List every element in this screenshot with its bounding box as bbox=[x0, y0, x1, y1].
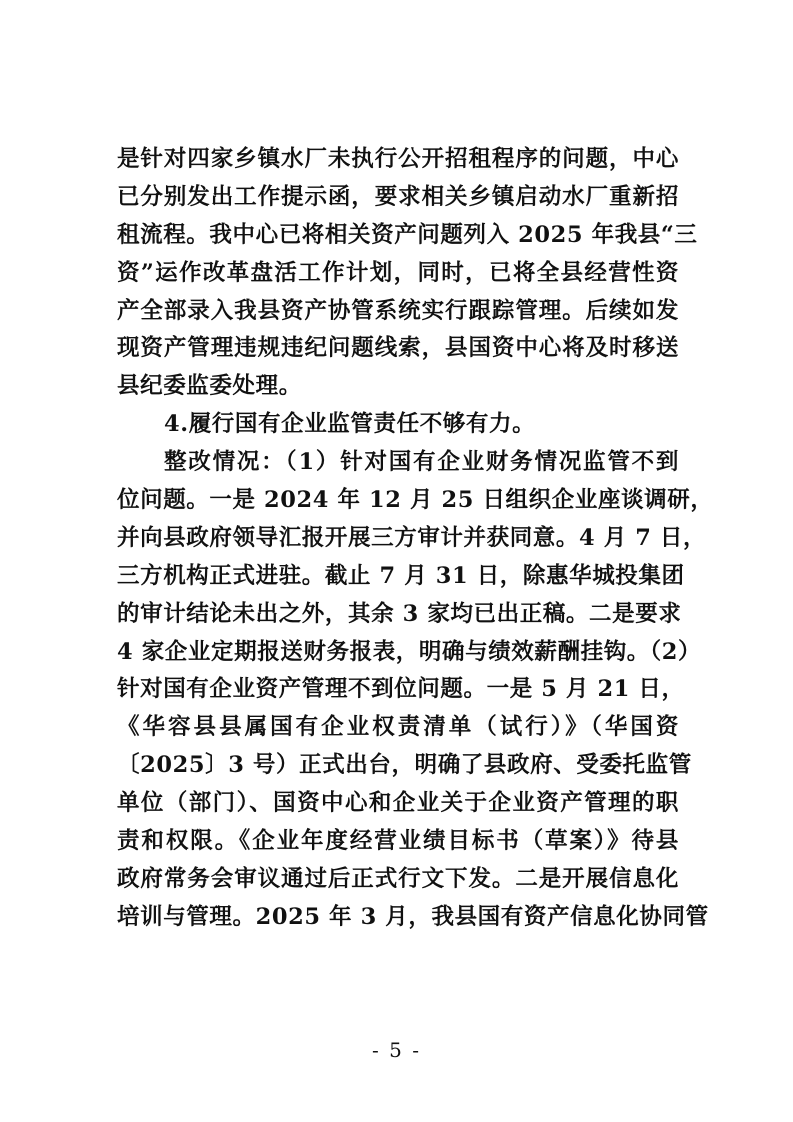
text-line: 并向县政府领导汇报开展三方审计并获同意。4 月 7 日， bbox=[117, 524, 707, 551]
text-line: 责和权限。《企业年度经营业绩目标书（草案）》待县 bbox=[117, 828, 679, 855]
text-line: 整改情况：（1）针对国有企业财务情况监管不到 bbox=[164, 449, 679, 476]
text-line: 《华容县县属国有企业权责清单（试行）》（华国资 bbox=[117, 714, 679, 741]
text-line: 〔2025〕3 号）正式出台，明确了县政府、受委托监管 bbox=[117, 752, 692, 779]
text-line: 已分别发出工作提示函，要求相关乡镇启动水厂重新招 bbox=[117, 183, 679, 210]
text-line: 三方机构正式进驻。截止 7 月 31 日，除惠华城投集团 bbox=[117, 562, 685, 589]
page-number: - 5 - bbox=[372, 1038, 421, 1062]
text-line: 县纪委监委处理。 bbox=[117, 373, 302, 400]
text-line: 单位（部门）、国资中心和企业关于企业资产管理的职 bbox=[117, 790, 679, 817]
text-line: 资”运作改革盘活工作计划，同时，已将全县经营性资 bbox=[117, 259, 679, 286]
text-line: 租流程。我中心已将相关资产问题列入 2025 年我县“三 bbox=[117, 221, 698, 248]
text-line: 4 家企业定期报送财务报表，明确与绩效薪酬挂钩。（2） bbox=[117, 638, 702, 665]
text-line: 产全部录入我县资产协管系统实行跟踪管理。后续如发 bbox=[117, 297, 679, 324]
text-line: 的审计结论未出之外，其余 3 家均已出正稿。二是要求 bbox=[117, 600, 682, 627]
text-line: 针对国有企业资产管理不到位问题。一是 5 月 21 日， bbox=[117, 676, 685, 703]
text-line: 现资产管理违规违纪问题线索，县国资中心将及时移送 bbox=[117, 335, 679, 362]
text-line: 政府常务会审议通过后正式行文下发。二是开展信息化 bbox=[117, 865, 679, 892]
text-line: 是针对四家乡镇水厂未执行公开招租程序的问题，中心 bbox=[117, 146, 679, 172]
text-line: 培训与管理。2025 年 3 月，我县国有资产信息化协同管 bbox=[117, 903, 709, 930]
section-heading: 4.履行国有企业监管责任不够有力。 bbox=[164, 411, 536, 438]
text-line: 位问题。一是 2024 年 12 月 25 日组织企业座谈调研， bbox=[117, 487, 714, 514]
body-text bbox=[117, 141, 714, 937]
